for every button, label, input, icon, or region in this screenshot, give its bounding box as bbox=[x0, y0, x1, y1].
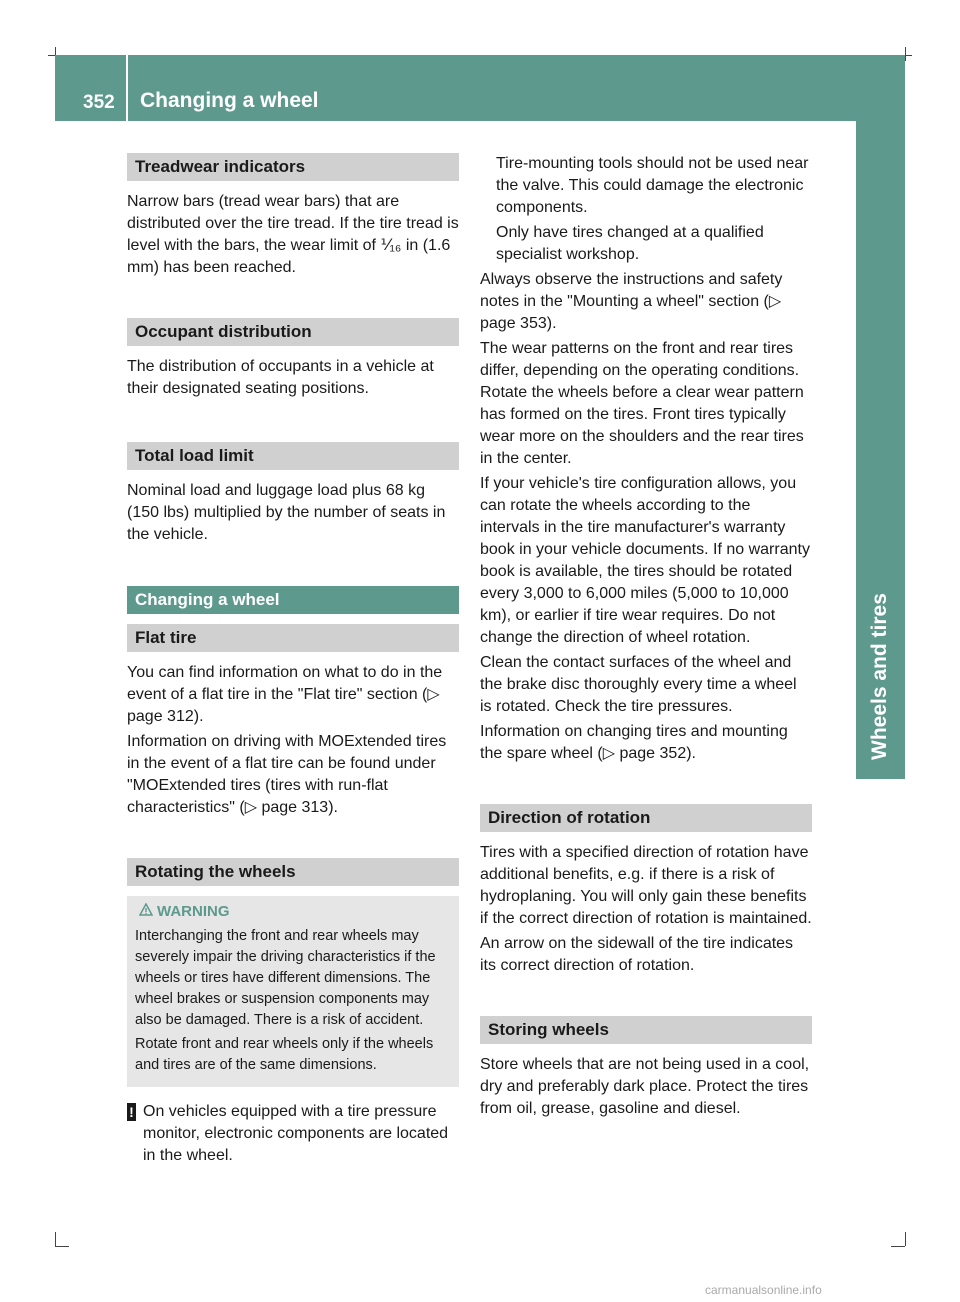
right-column bbox=[480, 153, 812, 1123]
crop-mark bbox=[55, 1246, 69, 1247]
heading-changing-wheel: Changing a wheel bbox=[127, 586, 459, 614]
heading-storing: Storing wheels bbox=[480, 1016, 812, 1044]
note-text: On vehicles equipped with a tire pressure monitor, electronic components are located in the wheel. bbox=[143, 1103, 449, 1164]
crop-mark bbox=[891, 1246, 905, 1247]
crop-mark bbox=[905, 47, 906, 61]
crop-mark bbox=[55, 1232, 56, 1246]
text-right-5: Information on changing tires and mounting the spare wheel (▷ page 352). bbox=[480, 723, 788, 762]
heading-rotating: Rotating the wheels bbox=[127, 858, 459, 886]
heading-treadwear: Treadwear indicators bbox=[127, 153, 459, 181]
text-right-4: Clean the contact surfaces of the wheel and the brake disc thoroughly every time a wheel is rotated. Check the tire pressures. bbox=[480, 654, 797, 715]
left-column bbox=[127, 153, 459, 1167]
text-load: Nominal load and luggage load plus 68 kg (150 lbs) multiplied by the number of seats in the vehicle. bbox=[127, 482, 446, 543]
text-right-3: If your vehicle's tire configuration allows, you can rotate the wheels according to the intervals in the tire manufacturer's warranty book in your vehicle documents. If no warranty book is available, the tires should be rotated every 3,000 to 6,000 miles (5,000 to 10,000 km), or earlier if tire wear requires. Do not change the direction of wheel rotation. bbox=[480, 475, 810, 646]
warning-text-2: Rotate front and rear wheels only if the wheels and tires are of the same dimensions. bbox=[135, 1036, 434, 1073]
text-right-2: The wear patterns on the front and rear tires differ, depending on the operating conditions. Rotate the wheels before a clear wear pattern has formed on the tires. Front tires typically wear more on the shoulders and the rear tires in the center. bbox=[480, 340, 804, 467]
heading-occupant: Occupant distribution bbox=[127, 318, 459, 346]
warning-icon bbox=[139, 902, 157, 922]
text-flat-2: Information on driving with MOExtended tires in the event of a flat tire can be found under "MOExtended tires (tires with run-flat characteristics" (▷ page 313). bbox=[127, 733, 447, 816]
header-separator bbox=[126, 55, 128, 121]
warning-text-1: Interchanging the front and rear wheels may severely impair the driving characteristics if the wheels or tires have different dimensions. The wheel brakes or suspension components may also be damaged. There is a risk of accident. bbox=[135, 928, 436, 1028]
page-number: 352 bbox=[83, 92, 115, 113]
heading-direction: Direction of rotation bbox=[480, 804, 812, 832]
chapter-tab-label: Wheels and tires bbox=[868, 593, 891, 760]
warning-title-text: WARNING bbox=[157, 903, 230, 920]
text-flat-1: You can find information on what to do in the event of a flat tire in the "Flat tire" section (▷ page 312). bbox=[127, 664, 443, 725]
warning-title bbox=[135, 902, 451, 922]
text-storing: Store wheels that are not being used in a cool, dry and preferably dark place. Protect the tires from oil, grease, gasoline and diesel. bbox=[480, 1056, 810, 1117]
note bbox=[127, 1101, 459, 1167]
text-right-1: Always observe the instructions and safety notes in the "Mounting a wheel" section (▷ page 353). bbox=[480, 271, 783, 332]
notice-icon: ! bbox=[127, 1103, 136, 1121]
crop-mark bbox=[905, 1232, 906, 1246]
text-treadwear: Narrow bars (tread wear bars) that are distributed over the tire tread. If the tire tread is level with the bars, the wear limit of ⅟₁₆ in (1.6 mm) has been reached. bbox=[127, 193, 459, 276]
note-continued-1: Tire-mounting tools should not be used near the valve. This could damage the electronic components. bbox=[496, 155, 809, 216]
watermark: carmanualsonline.info bbox=[705, 1283, 822, 1297]
note-continued-2: Only have tires changed at a qualified specialist workshop. bbox=[496, 224, 764, 263]
warning-box bbox=[127, 896, 459, 1087]
page-title: Changing a wheel bbox=[140, 89, 319, 112]
heading-load: Total load limit bbox=[127, 442, 459, 470]
text-direction-2: An arrow on the sidewall of the tire indicates its correct direction of rotation. bbox=[480, 935, 794, 974]
heading-flat-tire: Flat tire bbox=[127, 624, 459, 652]
text-direction-1: Tires with a specified direction of rotation have additional benefits, e.g. if there is a risk of hydroplaning. You will only gain these benefits if the correct direction of rotation is maintained. bbox=[480, 844, 812, 927]
text-occupant: The distribution of occupants in a vehicle at their designated seating positions. bbox=[127, 358, 434, 397]
